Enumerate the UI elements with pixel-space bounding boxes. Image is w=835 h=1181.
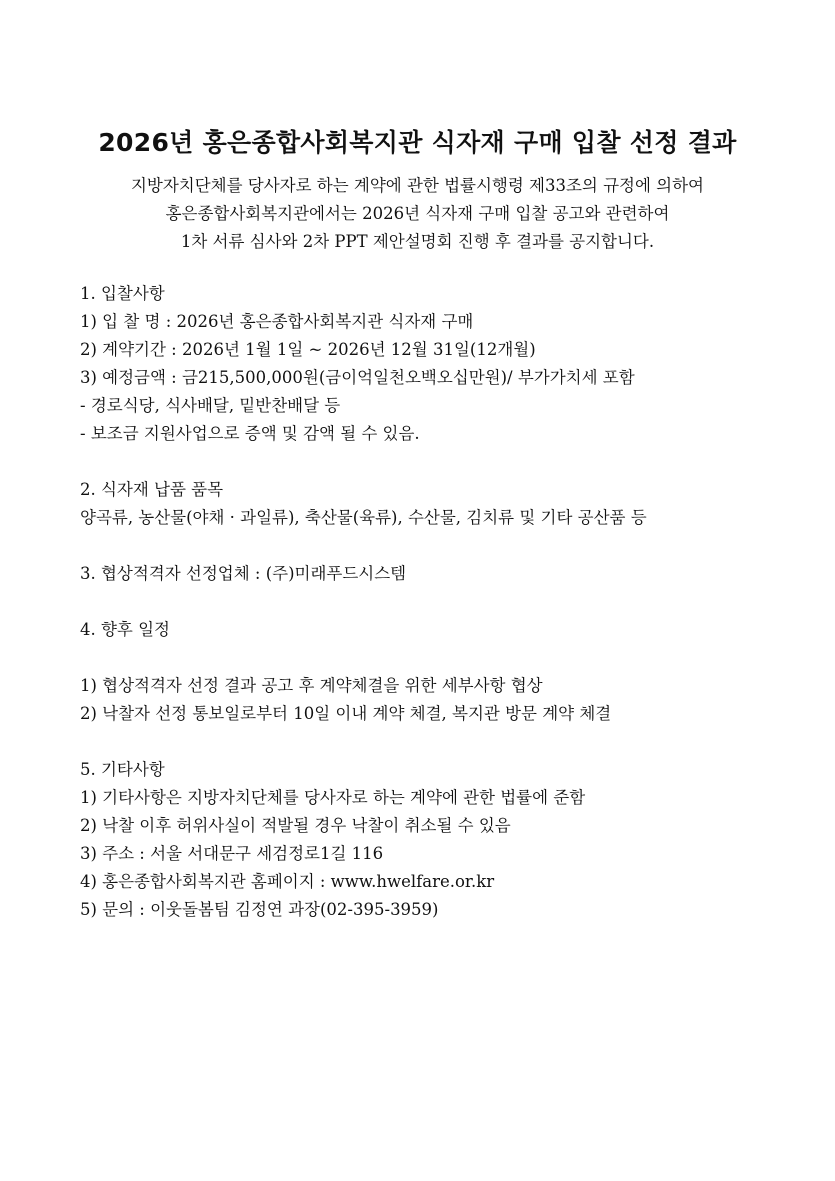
intro-line: 홍은종합사회복지관에서는 2026년 식자재 구매 입찰 공고와 관련하여	[165, 204, 670, 223]
section-heading-selected-vendor: 3. 협상적격자 선정업체 : (주)미래푸드시스템	[80, 564, 407, 583]
bidding-item-name: 1) 입 찰 명 : 2026년 홍은종합사회복지관 식자재 구매	[80, 312, 474, 331]
section-heading-other: 5. 기타사항	[80, 760, 165, 779]
homepage-line: 4) 홍은종합사회복지관 홈페이지 : www.hwelfare.or.kr	[80, 872, 495, 891]
intro-paragraph	[0, 172, 835, 256]
intro-line: 1차 서류 심사와 2차 PPT 제안설명회 진행 후 결과를 공지합니다.	[180, 232, 655, 251]
contact-line: 5) 문의 : 이웃돌봄팀 김정연 과장(02-395-3959)	[80, 900, 439, 919]
section-heading-schedule: 4. 향후 일정	[80, 620, 170, 639]
other-item: 1) 기타사항은 지방자치단체를 당사자로 하는 계약에 관한 법률에 준함	[80, 788, 586, 807]
section-heading-bidding: 1. 입찰사항	[80, 284, 165, 303]
bidding-item-period: 2) 계약기간 : 2026년 1월 1일 ~ 2026년 12월 31일(12개월)	[80, 340, 536, 359]
schedule-item: 2) 낙찰자 선정 통보일로부터 10일 이내 계약 체결, 복지관 방문 계약 체결	[80, 704, 612, 723]
address-line: 3) 주소 : 서울 서대문구 세검정로1길 116	[80, 844, 384, 863]
bidding-item-amount: 3) 예정금액 : 금215,500,000원(금이억일천오백오십만원)/ 부가가치세 포함	[80, 368, 635, 387]
document-body	[80, 280, 820, 924]
spacer	[80, 728, 820, 756]
section-heading-items: 2. 식자재 납품 품목	[80, 480, 224, 499]
spacer	[80, 448, 820, 476]
spacer	[80, 644, 820, 672]
document-title: 2026년 홍은종합사회복지관 식자재 구매 입찰 선정 결과	[98, 128, 737, 157]
other-item: 2) 낙찰 이후 허위사실이 적발될 경우 낙찰이 취소될 수 있음	[80, 816, 511, 835]
spacer	[80, 532, 820, 560]
bidding-item-note: - 경로식당, 식사배달, 밑반찬배달 등	[80, 396, 341, 415]
schedule-item: 1) 협상적격자 선정 결과 공고 후 계약체결을 위한 세부사항 협상	[80, 676, 543, 695]
spacer	[80, 588, 820, 616]
supply-items-list: 양곡류, 농산물(야채 · 과일류), 축산물(육류), 수산물, 김치류 및 기타 공산품 등	[80, 508, 647, 527]
intro-line: 지방자치단체를 당사자로 하는 계약에 관한 법률시행령 제33조의 규정에 의하여	[130, 176, 704, 195]
bidding-item-note: - 보조금 지원사업으로 증액 및 감액 될 수 있음.	[80, 424, 420, 443]
